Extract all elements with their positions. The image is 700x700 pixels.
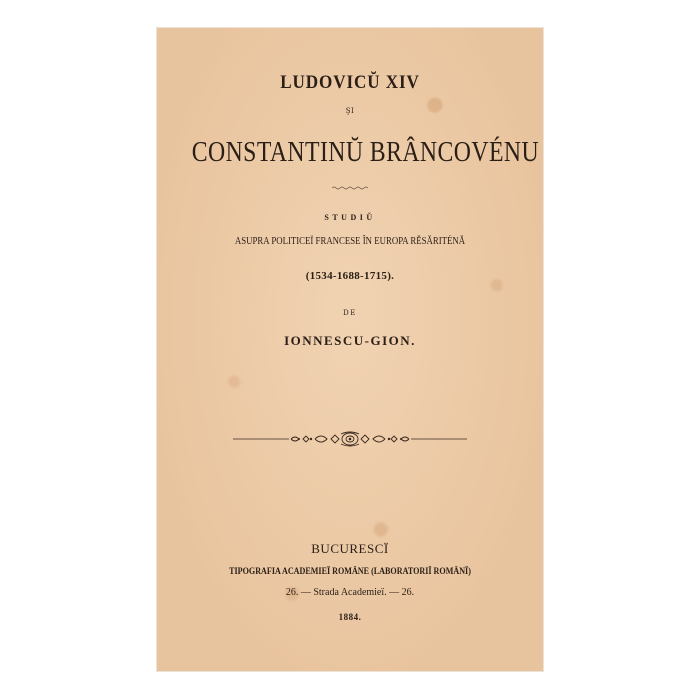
by-label: DE [343, 309, 357, 317]
squiggle-rule-icon [332, 186, 368, 190]
imprint-address: 26. — Strada Academieï. — 26. [285, 587, 415, 598]
subtitle: ASUPRA POLITICEÏ FRANCESE ÎN EUROPA RĔSĂRITÉNĂ [234, 236, 466, 247]
title-conjunction: ŞI [345, 107, 355, 115]
ornament-divider-icon [233, 431, 467, 447]
imprint-year: 1884. [338, 612, 362, 622]
imprint-city: BUCURESCÏ [311, 541, 389, 556]
book-title-page [157, 28, 543, 671]
title-line-1: LUDOVICŬ XIV [280, 72, 420, 93]
imprint-printer: TIPOGRAFIA ACADEMIEÏ ROMÂNE (LABORATORIÏ ROMÂNÏ) [229, 566, 471, 576]
years-range: (1534-1688-1715). [305, 270, 395, 282]
author-name: IONNESCU-GION. [284, 333, 416, 348]
genre-label: STUDIŬ [324, 213, 376, 222]
title-line-2: CONSTANTINŬ BRÂNCOVÉNU [191, 136, 540, 168]
